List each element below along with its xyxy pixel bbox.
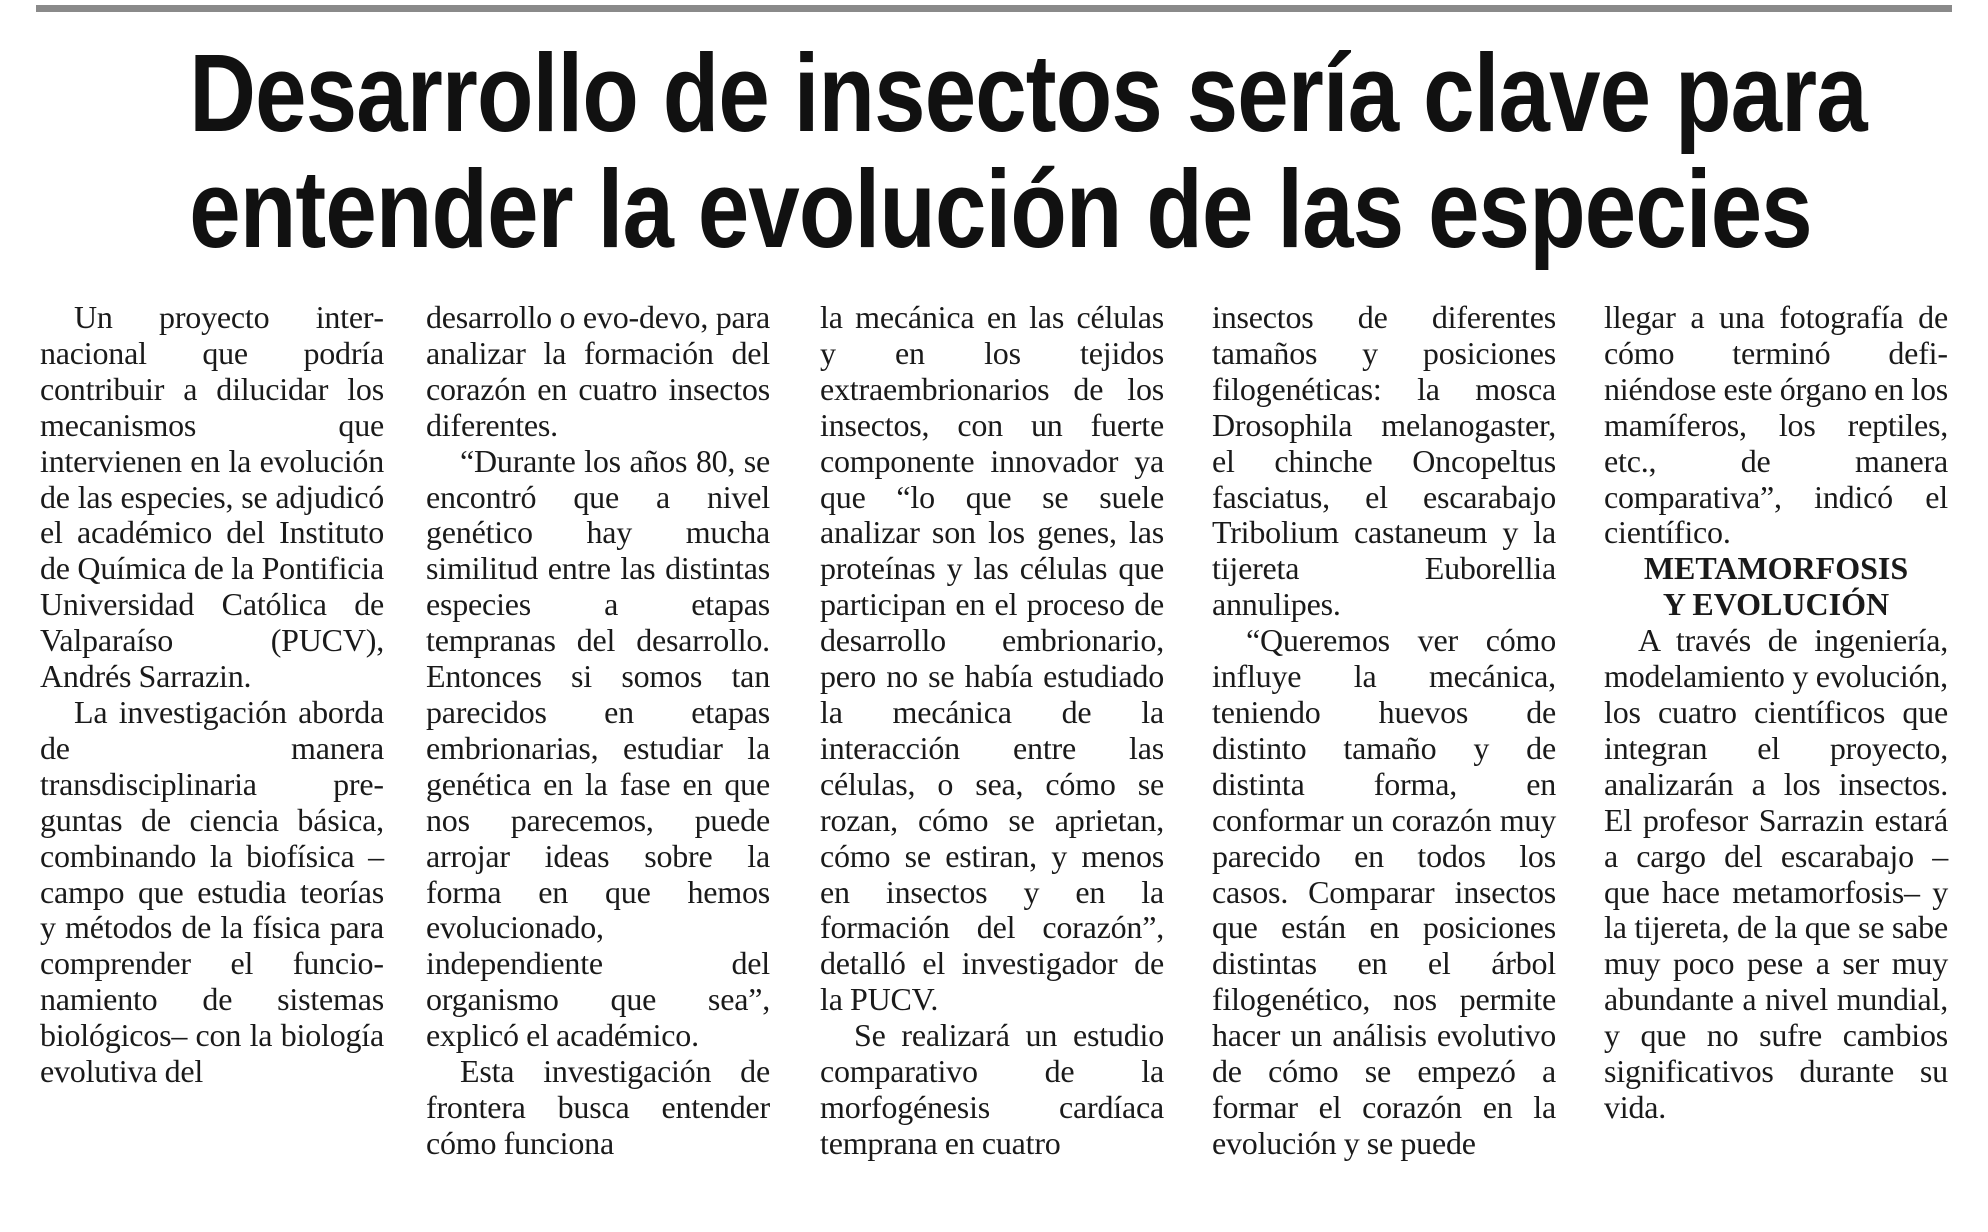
column-3 (820, 300, 1164, 1162)
paragraph: Se realizará un estudio comparativo de la morfogénesis cardíaca temprana en cuatro (820, 1017, 1164, 1161)
subheading-line-2: Y EVOLUCIÓN (1662, 586, 1890, 623)
paragraph: insectos de diferentes tamaños y posiciones filogenéticas: la mosca Drosophila melanogaster, el chinche Oncopeltus fasciatus, el escarabajo Tribolium castaneum y la tijereta Euborellia annulipes. (1212, 299, 1556, 623)
subheading (1604, 551, 1948, 623)
subheading-line-1: METAMORFOSIS (1643, 550, 1909, 587)
column-4 (1212, 300, 1556, 1162)
column-2 (426, 300, 770, 1162)
paragraph: desarrollo o evo-devo, para analizar la formación del corazón en cuatro insectos diferentes. (426, 299, 770, 443)
paragraph: La investigación aborda de manera transdisciplinaria preguntas de ciencia básica, combinando la biofísica –campo que estudia teorías y métodos de la física para comprender el funcionamiento de sistemas biológicos– con la biología evolutiva del (40, 693, 384, 1090)
headline (189, 32, 1867, 271)
paragraph: A través de ingeniería, modelamiento y evolución, los cuatro científicos que integran el proyecto, analizarán a los insectos. El profesor Sarrazin estará a cargo del escarabajo –que hace metamorfosis– y la tijereta, de la que se sabe muy poco pese a ser muy abundante a nivel mundial, y que no sufre cambios significativos durante su vida. (1604, 622, 1948, 1125)
top-rule (36, 5, 1952, 12)
paragraph: llegar a una fotografía de cómo terminó definiéndose este órgano en los mamíferos, los reptiles, etc., de manera comparativa”, indicó el científico. (1604, 299, 1948, 551)
column-5 (1604, 300, 1948, 1126)
paragraph: Esta investigación de frontera busca entender cómo funciona (426, 1053, 770, 1161)
paragraph: la mecánica en las células y en los tejidos extraembrionarios de los insectos, con un fuerte componente innovador ya que “lo que se suele analizar son los genes, las proteínas y las células que participan en el proceso de desarrollo embrionario, pero no se había estudiado la mecánica de la interacción entre las células, o sea, cómo se rozan, cómo se aprietan, cómo se estiran, y menos en insectos y en la formación del corazón”, detalló el investigador de la PUCV. (820, 299, 1164, 1018)
article-body (40, 300, 1955, 1220)
headline-line-1: Desarrollo de insectos sería clave para (189, 32, 1867, 155)
column-1 (40, 300, 384, 1090)
paragraph: “Durante los años 80, se encontró que a nivel genético hay mucha similitud entre las distintas especies a etapas tempranas del desarrollo. Entonces si somos tan parecidos en etapas embrionarias, estudiar la genética en la fase en que nos parecemos, puede arrojar ideas sobre la forma en que hemos evolucionado, independiente del organismo que sea”, explicó el académico. (426, 442, 770, 1054)
paragraph: “Queremos ver cómo influye la mecánica, teniendo huevos de distinto tamaño y de distinta forma, en conformar un corazón muy parecido en todos los casos. Comparar insectos que están en posiciones distintas en el árbol filogenético, nos permite hacer un análisis evolutivo de cómo se empezó a formar el corazón en la evolución y se puede (1212, 622, 1556, 1161)
paragraph: Un proyecto internacional que podría contribuir a dilucidar los mecanismos que intervienen en la evolución de las especies, se adjudicó el académico del Instituto de Química de la Pontificia Universidad Católica de Valparaíso (PUCV), Andrés Sarrazin. (40, 299, 384, 695)
headline-line-2: entender la evolución de las especies (189, 148, 1812, 271)
